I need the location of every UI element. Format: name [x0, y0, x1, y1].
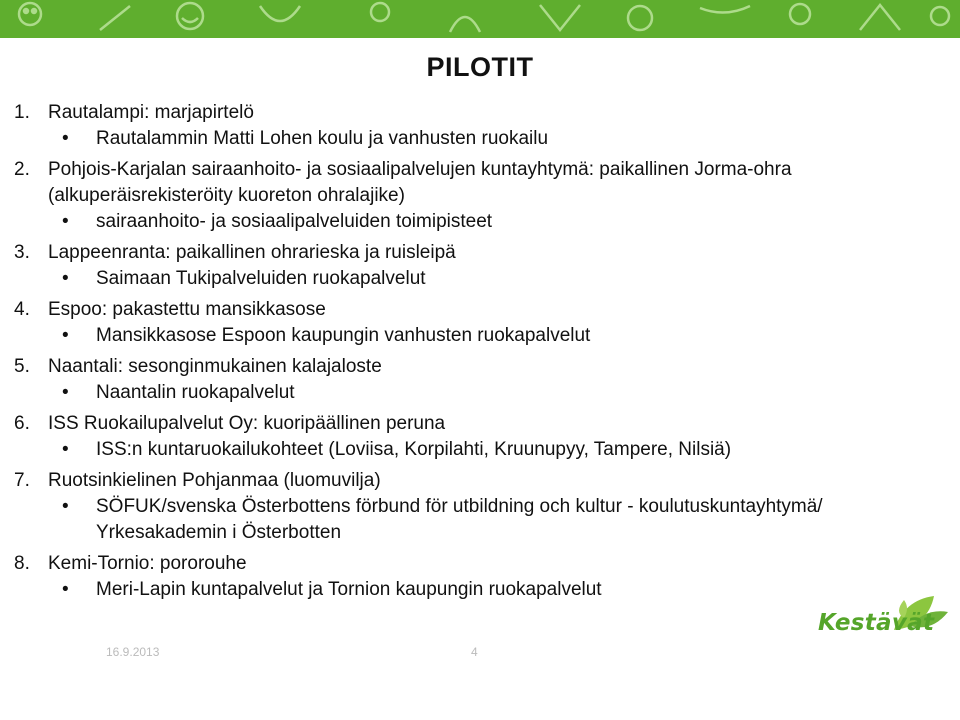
- sub-bullet-text: Mansikkasose Espoon kaupungin vanhusten ruokapalvelut: [96, 325, 591, 346]
- footer-date: 16.9.2013: [106, 645, 160, 659]
- logo-text: Kestävät: [818, 610, 935, 636]
- sub-bullet-text: Naantalin ruokapalvelut: [96, 382, 295, 403]
- bullet-icon: •: [62, 268, 69, 289]
- list-item-text: Kemi-Tornio: pororouhe: [48, 553, 247, 574]
- list-item: [14, 157, 914, 235]
- sub-bullet-item: [62, 577, 914, 603]
- list-item-main: [14, 468, 914, 494]
- sub-bullet-text: Rautalammin Matti Lohen koulu ja vanhusten ruokailu: [96, 128, 549, 149]
- list-item: [14, 411, 914, 463]
- bullet-icon: •: [62, 382, 69, 403]
- list-item-main: [14, 157, 914, 209]
- list-item-text: Espoo: pakastettu mansikkasose: [48, 299, 326, 320]
- footer-page-number: 4: [471, 645, 478, 659]
- list-item: [14, 100, 914, 152]
- list-item-number: 2.: [14, 159, 30, 180]
- sub-bullet-text: ISS:n kuntaruokailukohteet (Loviisa, Korpilahti, Kruunupyy, Tampere, Nilsiä): [96, 439, 732, 460]
- list-item-number: 5.: [14, 356, 30, 377]
- list-item-text: Naantali: sesonginmukainen kalajaloste: [48, 356, 382, 377]
- pilot-list: [14, 100, 914, 603]
- list-item-text: Rautalampi: marjapirtelö: [48, 102, 254, 123]
- sub-bullet-item: [62, 323, 914, 349]
- bullet-icon: •: [62, 496, 69, 517]
- sub-bullet-text: Saimaan Tukipalveluiden ruokapalvelut: [96, 268, 426, 289]
- list-item-text: ISS Ruokailupalvelut Oy: kuoripäällinen peruna: [48, 413, 446, 434]
- list-item-main: [14, 100, 914, 126]
- bullet-icon: •: [62, 439, 69, 460]
- list-item-number: 1.: [14, 102, 30, 123]
- list-item-number: 6.: [14, 413, 30, 434]
- list-item-number: 4.: [14, 299, 30, 320]
- sub-bullet-text: Meri-Lapin kuntapalvelut ja Tornion kaupungin ruokapalvelut: [96, 579, 602, 600]
- sub-bullet-item: [62, 209, 914, 235]
- list-item-text: Ruotsinkielinen Pohjanmaa (luomuvilja): [48, 470, 381, 491]
- bullet-icon: •: [62, 325, 69, 346]
- list-item-text: Pohjois-Karjalan sairaanhoito- ja sosiaalipalvelujen kuntayhtymä: paikallinen Jorma-ohra (alkuperäisrekisteröity kuoreton ohralajike): [48, 159, 792, 206]
- slide-title: PILOTIT: [426, 52, 534, 82]
- list-item: [14, 354, 914, 406]
- list-item-main: [14, 240, 914, 266]
- list-item: [14, 551, 914, 603]
- sub-bullet-text: SÖFUK/svenska Österbottens förbund för utbildning och kultur - koulutuskuntayhtymä/ Yrkesakademin i Österbotten: [96, 496, 823, 543]
- list-item-number: 8.: [14, 553, 30, 574]
- list-item: [14, 240, 914, 292]
- kestavat-logo: [814, 590, 950, 646]
- list-item-number: 3.: [14, 242, 30, 263]
- list-item-main: [14, 297, 914, 323]
- list-item-main: [14, 354, 914, 380]
- list-item: [14, 468, 914, 546]
- bullet-icon: •: [62, 211, 69, 232]
- list-item-text: Lappeenranta: paikallinen ohrarieska ja ruisleipä: [48, 242, 456, 263]
- sub-bullet-item: [62, 126, 914, 152]
- sub-bullet-item: [62, 380, 914, 406]
- list-item-number: 7.: [14, 470, 30, 491]
- list-item-main: [14, 551, 914, 577]
- decorative-banner: [0, 0, 960, 38]
- sub-bullet-item: [62, 437, 914, 463]
- list-item: [14, 297, 914, 349]
- list-item-main: [14, 411, 914, 437]
- sub-bullet-item: [62, 266, 914, 292]
- bullet-icon: •: [62, 128, 69, 149]
- bullet-icon: •: [62, 579, 69, 600]
- sub-bullet-item: [62, 494, 914, 546]
- food-icons-pattern: [0, 0, 960, 38]
- sub-bullet-text: sairaanhoito- ja sosiaalipalveluiden toimipisteet: [96, 211, 493, 232]
